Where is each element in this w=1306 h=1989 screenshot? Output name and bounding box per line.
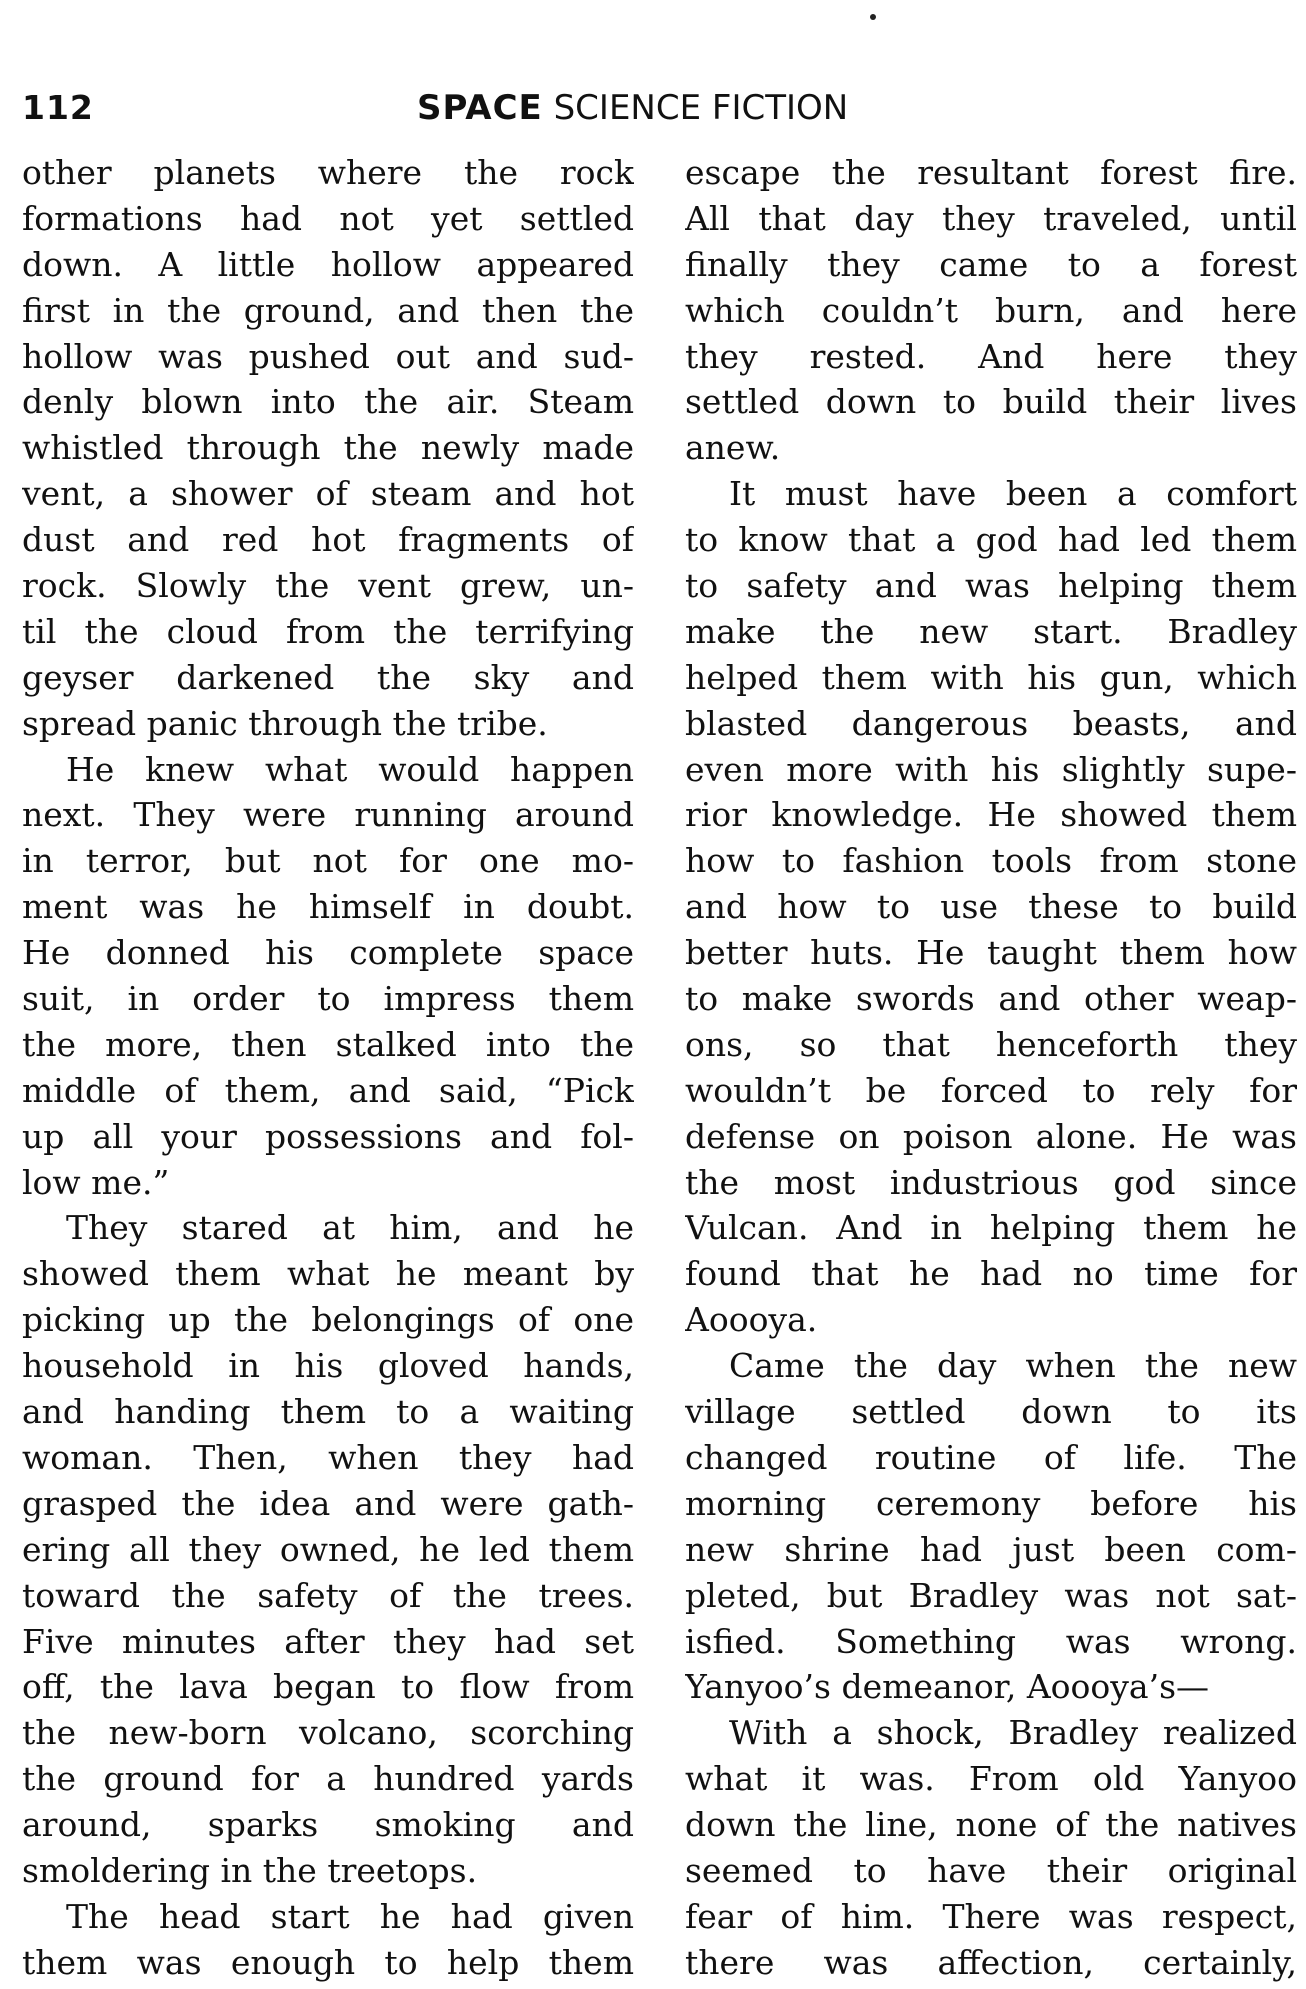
text-line: them was enough to help them bbox=[22, 1942, 634, 1982]
text-line: escape the resultant forest fire. bbox=[685, 153, 1297, 192]
left-column bbox=[22, 150, 634, 1986]
text-line: The head start he had given bbox=[66, 1896, 634, 1936]
text-line: new shrine had just been com- bbox=[685, 1529, 1297, 1569]
text-line: village settled down to its bbox=[685, 1392, 1297, 1432]
text-line: Vulcan. And in helping them he bbox=[685, 1208, 1297, 1248]
text-line: isfied. Something was wrong. bbox=[685, 1621, 1297, 1661]
text-line: suit, in order to impress them bbox=[22, 979, 634, 1019]
text-line: ering all they owned, he led them bbox=[22, 1529, 634, 1569]
text-line: defense on poison alone. He was bbox=[685, 1116, 1297, 1156]
text-line: and how to use these to build bbox=[685, 887, 1297, 927]
text-line: Yanyoo’s demeanor, Aoooya’s— bbox=[685, 1667, 1210, 1707]
text-line: spread panic through the tribe. bbox=[22, 703, 548, 743]
print-speck bbox=[870, 14, 876, 20]
text-line: the new-born volcano, scorching bbox=[22, 1713, 634, 1753]
text-line: whistled through the newly made bbox=[22, 428, 634, 468]
text-line: showed them what he meant by bbox=[22, 1254, 634, 1294]
text-line: It must have been a comfort bbox=[729, 474, 1297, 514]
text-line: wouldn’t be forced to rely for bbox=[685, 1070, 1297, 1110]
text-line: pleted, but Bradley was not sat- bbox=[685, 1575, 1297, 1615]
text-line: grasped the idea and were gath- bbox=[22, 1483, 634, 1523]
text-line: the most industrious god since bbox=[685, 1162, 1297, 1202]
text-line: rock. Slowly the vent grew, un- bbox=[22, 566, 634, 606]
text-line: woman. Then, when they had bbox=[22, 1437, 634, 1477]
text-line: blasted dangerous beasts, and bbox=[685, 703, 1297, 743]
text-line: Five minutes after they had set bbox=[22, 1621, 634, 1661]
text-line: seemed to have their original bbox=[685, 1850, 1297, 1890]
text-line: what it was. From old Yanyoo bbox=[685, 1759, 1297, 1799]
text-line: hollow was pushed out and sud- bbox=[22, 336, 634, 376]
text-line: to make swords and other weap- bbox=[685, 979, 1297, 1019]
text-line: to know that a god had led them bbox=[685, 520, 1297, 560]
text-line: picking up the belongings of one bbox=[22, 1300, 634, 1340]
text-line: which couldn’t burn, and here bbox=[685, 290, 1297, 330]
text-line: rior knowledge. He showed them bbox=[685, 795, 1297, 835]
text-line: With a shock, Bradley realized bbox=[729, 1713, 1297, 1753]
text-line: vent, a shower of steam and hot bbox=[22, 474, 634, 514]
text-line: found that he had no time for bbox=[685, 1254, 1297, 1294]
magazine-title bbox=[417, 88, 848, 128]
text-line: anew. bbox=[685, 428, 781, 468]
text-line: toward the safety of the trees. bbox=[22, 1575, 634, 1615]
text-line: geyser darkened the sky and bbox=[22, 657, 634, 697]
text-line: the more, then stalked into the bbox=[22, 1024, 634, 1064]
text-line: fear of him. There was respect, bbox=[685, 1896, 1297, 1936]
text-line: til the cloud from the terrifying bbox=[22, 611, 634, 651]
text-line: how to fashion tools from stone bbox=[685, 841, 1297, 881]
text-line: to safety and was helping them bbox=[685, 566, 1297, 606]
text-line: other planets where the rock bbox=[22, 153, 634, 192]
text-line: around, sparks smoking and bbox=[22, 1805, 634, 1845]
text-line: ons, so that henceforth they bbox=[685, 1024, 1297, 1064]
text-line: up all your possessions and fol- bbox=[22, 1116, 634, 1156]
text-line: make the new start. Bradley bbox=[685, 611, 1297, 651]
text-line: first in the ground, and then the bbox=[22, 290, 634, 330]
text-line: in terror, but not for one mo- bbox=[22, 841, 634, 881]
text-line: He knew what would happen bbox=[66, 749, 634, 789]
magazine-title-rest: SCIENCE FICTION bbox=[553, 88, 849, 128]
text-line: middle of them, and said, “Pick bbox=[22, 1070, 634, 1110]
text-line: All that day they traveled, until bbox=[685, 198, 1297, 238]
text-line: ment was he himself in doubt. bbox=[22, 887, 634, 927]
text-line: even more with his slightly supe- bbox=[685, 749, 1297, 789]
running-head bbox=[22, 88, 902, 138]
text-line: finally they came to a forest bbox=[685, 244, 1297, 284]
text-line: they rested. And here they bbox=[685, 336, 1297, 376]
text-line: formations had not yet settled bbox=[22, 198, 634, 238]
text-line: morning ceremony before his bbox=[685, 1483, 1297, 1523]
text-line: helped them with his gun, which bbox=[685, 657, 1297, 697]
text-line: the ground for a hundred yards bbox=[22, 1759, 634, 1799]
text-line: household in his gloved hands, bbox=[22, 1346, 634, 1386]
text-line: and handing them to a waiting bbox=[22, 1392, 634, 1432]
text-line: He donned his complete space bbox=[22, 933, 634, 973]
right-column bbox=[685, 150, 1297, 1986]
text-line: They stared at him, and he bbox=[66, 1208, 634, 1248]
text-line: dust and red hot fragments of bbox=[22, 520, 634, 560]
text-line: Came the day when the new bbox=[729, 1346, 1297, 1386]
text-line: next. They were running around bbox=[22, 795, 634, 835]
text-line: denly blown into the air. Steam bbox=[22, 382, 634, 422]
text-line: down the line, none of the natives bbox=[685, 1805, 1297, 1845]
text-line: there was affection, certainly, bbox=[685, 1942, 1297, 1982]
text-line: changed routine of life. The bbox=[685, 1437, 1297, 1477]
text-line: better huts. He taught them how bbox=[685, 933, 1297, 973]
text-line: smoldering in the treetops. bbox=[22, 1850, 478, 1890]
text-line: Aoooya. bbox=[685, 1300, 818, 1340]
text-line: down. A little hollow appeared bbox=[22, 244, 634, 284]
text-line: settled down to build their lives bbox=[685, 382, 1297, 422]
magazine-title-strong: SPACE bbox=[417, 88, 543, 128]
text-line: low me.” bbox=[22, 1162, 170, 1202]
page-number: 112 bbox=[22, 88, 94, 127]
text-line: off, the lava began to flow from bbox=[22, 1667, 634, 1707]
